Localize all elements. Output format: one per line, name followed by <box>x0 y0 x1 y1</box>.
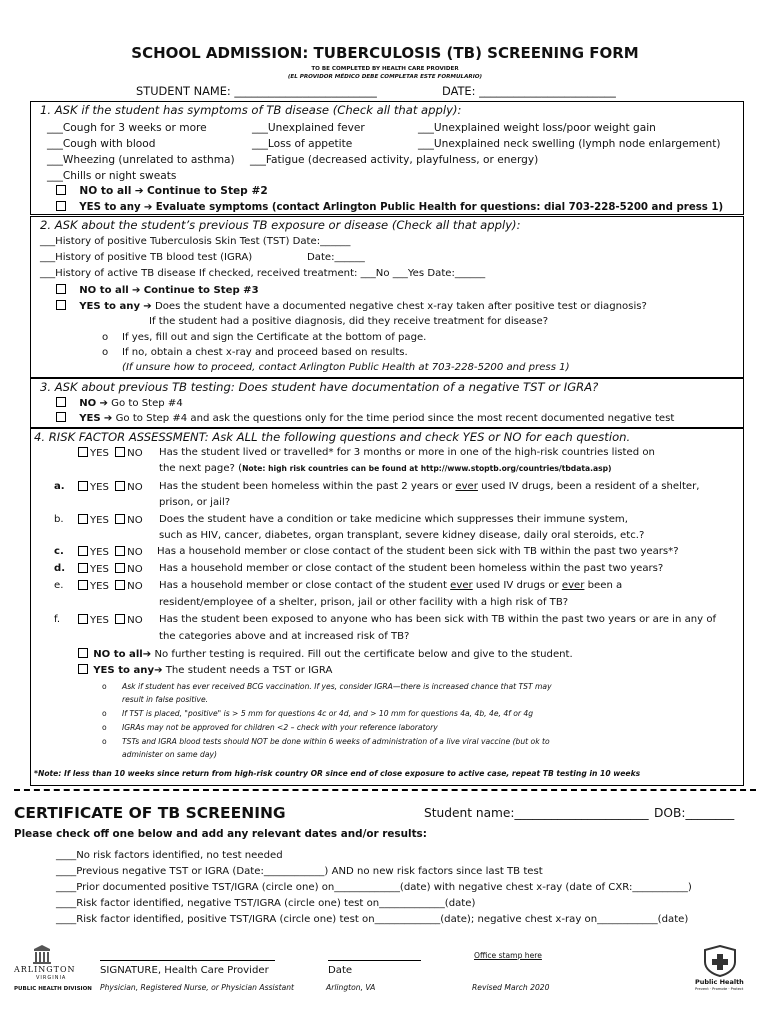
qf-yes-checkbox[interactable] <box>78 614 88 624</box>
arrow-icon: ➔ <box>132 285 141 296</box>
date-field[interactable]: DATE: ________________________ <box>442 84 616 98</box>
qa-text-1b: used IV drugs, been a resident of a shelter, <box>477 481 700 492</box>
logo-arlington: ARLINGTON <box>14 965 76 974</box>
qa-text-2: prison, or jail? <box>159 497 231 508</box>
public-health-tagline: Prevent · Promote · Protect <box>695 987 744 991</box>
shield-icon <box>702 945 738 977</box>
qf-no-checkbox[interactable] <box>115 614 125 624</box>
s2-if-no: If no, obtain a chest x-ray and proceed based on results. <box>122 347 408 358</box>
yes-label: YES <box>90 448 109 459</box>
note-igra-children: IGRAs may not be approved for children <2 – check with your reference laboratory <box>122 723 438 732</box>
no-label: NO <box>127 515 143 526</box>
qd-no-checkbox[interactable] <box>115 563 125 573</box>
s3-no-row <box>56 397 183 409</box>
section-2-header: 2. ASK about the student’s previous TB exposure or disease (Check all that apply): <box>40 218 521 232</box>
certificate-title: CERTIFICATE OF TB SCREENING <box>14 804 286 822</box>
s2-no-label: NO to all <box>79 285 129 296</box>
yes-label: YES <box>90 615 109 626</box>
qb-yes-no <box>78 514 143 526</box>
form-title: SCHOOL ADMISSION: TUBERCULOSIS (TB) SCREENING FORM <box>131 44 639 62</box>
symptom-cough-blood[interactable]: ___Cough with blood <box>47 138 156 150</box>
qd-yes-no <box>78 563 143 575</box>
form-subtitle: TO BE COMPLETED BY HEALTH CARE PROVIDER <box>311 66 459 72</box>
s4-no-label: NO to all <box>93 649 143 660</box>
qc-no-checkbox[interactable] <box>115 546 125 556</box>
arrow-icon: ➔ <box>143 202 153 213</box>
qc-text: Has a household member or close contact of the student been sick with TB within the past two years*? <box>157 546 679 557</box>
s3-yes-row <box>56 412 674 424</box>
qb-no-checkbox[interactable] <box>115 514 125 524</box>
qa-yes-no <box>78 481 143 493</box>
q0-yes-no <box>78 447 143 459</box>
qa-ever: ever <box>455 481 478 492</box>
s4-yes-label: YES to any <box>93 665 155 676</box>
s2-yes-question-2: If the student had a positive diagnosis, did they receive treatment for disease? <box>149 316 549 327</box>
arrow-icon: ➔ <box>99 398 108 409</box>
qf-text: Has the student been exposed to anyone who has been sick with TB within the past two years or are in any of <box>159 614 717 625</box>
symptom-fatigue[interactable]: ___Fatigue (decreased activity, playfulness, or energy) <box>250 154 539 166</box>
arrow-icon: ➔ <box>142 649 152 660</box>
s3-yes-checkbox[interactable] <box>56 412 66 422</box>
arrow-icon: ➔ <box>143 301 152 312</box>
note-bullet-2: o <box>102 709 107 718</box>
s2-no-to-all-row <box>56 284 259 296</box>
note-bcg-2: result in false positive. <box>122 695 209 704</box>
qe-text-1a: Has a household member or close contact of the student <box>159 580 451 591</box>
s1-no-label: NO to all <box>79 185 132 197</box>
s2-yes-checkbox[interactable] <box>56 300 66 310</box>
label-c: c. <box>54 546 64 557</box>
qa-no-checkbox[interactable] <box>115 481 125 491</box>
arrow-icon: ➔ <box>103 413 113 424</box>
no-label: NO <box>127 482 143 493</box>
history-positive-tst[interactable]: ___History of positive Tuberculosis Skin Test (TST) Date:______ <box>40 236 351 247</box>
q0-note: Note: high risk countries can be found at http://www.stoptb.org/countries/tbdata.asp) <box>242 464 612 473</box>
s2-no-instruction: Continue to Step #3 <box>143 285 259 296</box>
yes-label: YES <box>90 482 109 493</box>
signature-label: SIGNATURE, Health Care Provider <box>100 965 269 976</box>
qf-yes-no <box>78 614 143 626</box>
yes-label: YES <box>90 581 109 592</box>
qe-ever-2: ever <box>561 580 585 591</box>
note-bullet-1: o <box>102 682 107 691</box>
yes-label: YES <box>90 547 109 558</box>
signature-sub: Physician, Registered Nurse, or Physician Assistant <box>100 983 295 992</box>
s3-yes-instruction: Go to Step #4 and ask the questions only for the time period since the most recent documented negative test <box>115 413 675 424</box>
note-tst-positive: If TST is placed, "positive" is > 5 mm for questions 4c or 4d, and > 10 mm for questions 4a, 4b, 4e, 4f or 4g <box>122 709 534 718</box>
s1-yes-to-any-row <box>56 201 723 213</box>
form-subtitle-spanish: (EL PROVIDOR MÉDICO DEBE COMPLETAR ESTE FORMULARIO) <box>287 74 483 80</box>
qd-text: Has a household member or close contact of the student been homeless within the past two years? <box>159 563 664 574</box>
s3-no-instruction: Go to Step #4 <box>111 398 183 409</box>
qb-yes-checkbox[interactable] <box>78 514 88 524</box>
s3-no-label: NO <box>79 398 97 409</box>
igra-date-field[interactable]: Date:______ <box>307 252 365 263</box>
arrow-icon: ➔ <box>154 665 163 676</box>
qa-text <box>159 481 699 492</box>
logo-public-health-division: PUBLIC HEALTH DIVISION <box>14 986 92 992</box>
qe-no-checkbox[interactable] <box>115 580 125 590</box>
cert-option-prior-positive[interactable]: ____Prior documented positive TST/IGRA (circle one) on_____________(date) with negative chest x-ray (date of CXR:___________) <box>56 882 692 893</box>
note-bullet-3: o <box>102 723 107 732</box>
cert-option-risk-negative[interactable]: ____Risk factor identified, negative TST/IGRA (circle one) test on_____________(date) <box>56 898 476 909</box>
location-label: Arlington, VA <box>326 983 376 992</box>
s4-yes-checkbox[interactable] <box>78 664 88 674</box>
label-d: d. <box>54 563 66 574</box>
public-health-logo <box>702 945 738 981</box>
q0-yes-checkbox[interactable] <box>78 447 88 457</box>
section-3-header: 3. ASK about previous TB testing: Does student have documentation of a negative TST or IGRA? <box>40 380 599 394</box>
cert-option-risk-positive[interactable]: ____Risk factor identified, positive TST/IGRA (circle one) test on_____________(date); negative chest x-ray on____________(date) <box>56 914 689 925</box>
label-e: e. <box>54 580 64 591</box>
cert-option-prev-negative[interactable]: ____Previous negative TST or IGRA (Date:____________) AND no new risk factors since last TB test <box>56 866 543 877</box>
qe-yes-checkbox[interactable] <box>78 580 88 590</box>
symptom-chills[interactable]: ___Chills or night sweats <box>47 170 177 182</box>
office-stamp-label: Office stamp here <box>474 951 542 960</box>
qe-text-2: resident/employee of a shelter, prison, jail or other facility with a high risk of TB? <box>159 597 569 608</box>
label-a: a. <box>54 481 65 492</box>
qa-text-1: Has the student been homeless within the past 2 years or <box>159 481 456 492</box>
q0-text: Has the student lived or travelled* for 3 months or more in one of the high-risk countries listed on <box>159 447 655 458</box>
note-vaccine-2: administer on same day) <box>122 750 217 759</box>
arrow-icon: ➔ <box>134 185 144 197</box>
symptom-neck-swelling[interactable]: ___Unexplained neck swelling (lymph node enlargement) <box>418 138 721 150</box>
revised-date: Revised March 2020 <box>472 983 550 992</box>
public-health-text: Public Health <box>695 978 744 986</box>
qe-ever: ever <box>450 580 473 591</box>
date-label: Date <box>328 965 353 976</box>
s2-unsure-note: (If unsure how to proceed, contact Arlington Public Health at 703-228-5200 and press 1) <box>122 362 570 373</box>
symptom-appetite[interactable]: ___Loss of appetite <box>252 138 353 150</box>
s4-no-to-all-row <box>78 648 573 660</box>
symptom-weight-loss[interactable]: ___Unexplained weight loss/poor weight gain <box>418 122 656 134</box>
q0-text-2a: the next page? ( <box>159 463 243 474</box>
qa-yes-checkbox[interactable] <box>78 481 88 491</box>
building-icon <box>30 945 54 965</box>
q0-text-2 <box>159 463 612 474</box>
note-vaccine: TSTs and IGRA blood tests should NOT be done within 6 weeks of administration of a live viral vaccine (but ok to <box>122 737 550 746</box>
yes-label: YES <box>90 564 109 575</box>
logo-virginia: VIRGINIA <box>36 975 67 981</box>
qc-yes-no <box>78 546 143 558</box>
qf-text-2: the categories above and at increased risk of TB? <box>159 631 410 642</box>
s4-no-checkbox[interactable] <box>78 648 88 658</box>
s1-no-to-all-row <box>56 185 268 197</box>
s4-no-instruction: No further testing is required. Fill out the certificate below and give to the student. <box>151 649 573 660</box>
s1-yes-label: YES to any <box>79 202 141 213</box>
no-label: NO <box>127 547 143 558</box>
s3-yes-label: YES <box>79 413 101 424</box>
s1-no-instruction: Continue to Step #2 <box>147 185 268 197</box>
no-label: NO <box>127 581 143 592</box>
qe-text-1b: used IV drugs or <box>472 580 562 591</box>
qb-text: Does the student have a condition or take medicine which suppresses their immune system, <box>159 514 628 525</box>
yes-label: YES <box>90 515 109 526</box>
footnote: *Note: If less than 10 weeks since return from high-risk country OR since end of close exposure to active case, repeat TB testing in 10 weeks <box>34 769 641 778</box>
qe-yes-no <box>78 580 143 592</box>
cut-line <box>14 789 756 791</box>
qc-yes-checkbox[interactable] <box>78 546 88 556</box>
s4-yes-instruction: The student needs a TST or IGRA <box>162 665 333 676</box>
s1-yes-instruction: Evaluate symptoms (contact Arlington Public Health for questions: dial 703-228-5200 and press 1) <box>155 202 724 213</box>
s4-yes-to-any-row <box>78 664 332 676</box>
s2-bullet-2: o <box>102 347 109 358</box>
label-f: f. <box>54 614 61 625</box>
q0-no-checkbox[interactable] <box>115 447 125 457</box>
history-active-tb[interactable]: ___History of active TB disease If checked, received treatment: ___No ___Yes Date:______ <box>40 268 486 279</box>
symptom-cough-3-weeks[interactable]: ___Cough for 3 weeks or more <box>47 122 207 134</box>
s3-no-checkbox[interactable] <box>56 397 66 407</box>
student-name-field[interactable]: STUDENT NAME: _________________________ <box>136 84 377 98</box>
cert-instructions: Please check off one below and add any relevant dates and/or results: <box>14 828 427 840</box>
s2-if-yes: If yes, fill out and sign the Certificate at the bottom of page. <box>122 332 427 343</box>
note-bullet-4: o <box>102 737 107 746</box>
symptom-fever[interactable]: ___Unexplained fever <box>252 122 365 134</box>
s1-no-checkbox[interactable] <box>56 185 66 195</box>
signature-line[interactable] <box>100 960 275 961</box>
cert-dob-field[interactable]: DOB:________ <box>654 806 735 820</box>
qe-text-1c: been a <box>584 580 623 591</box>
qb-text-2: such as HIV, cancer, diabetes, organ transplant, severe kidney disease, daily oral steroids, etc.? <box>159 530 645 541</box>
section-1-header: 1. ASK if the student has symptoms of TB disease (Check all that apply): <box>40 103 462 117</box>
s2-yes-to-any-row <box>56 300 647 312</box>
s2-no-checkbox[interactable] <box>56 284 66 294</box>
s2-bullet-1: o <box>102 332 109 343</box>
qe-text <box>159 580 622 591</box>
cert-student-name-field[interactable]: Student name:______________________ <box>424 806 649 820</box>
date-line[interactable] <box>328 960 421 961</box>
note-bcg: Ask if student has ever received BCG vaccination. If yes, consider IGRA—there is increased chance that TST may <box>122 682 552 691</box>
qd-yes-checkbox[interactable] <box>78 563 88 573</box>
s2-yes-label: YES to any <box>79 301 141 312</box>
s1-yes-checkbox[interactable] <box>56 201 66 211</box>
no-label: NO <box>127 448 143 459</box>
history-positive-igra[interactable]: ___History of positive TB blood test (IGRA) <box>40 252 253 263</box>
no-label: NO <box>127 615 143 626</box>
section-4-header: 4. RISK FACTOR ASSESSMENT: Ask ALL the following questions and check YES or NO for each question. <box>34 430 631 444</box>
label-b: b. <box>54 514 64 525</box>
no-label: NO <box>127 564 143 575</box>
s2-yes-question: Does the student have a documented negative chest x-ray taken after positive test or diagnosis? <box>154 301 647 312</box>
symptom-wheezing[interactable]: ___Wheezing (unrelated to asthma) <box>47 154 235 166</box>
cert-option-no-risk[interactable]: ____No risk factors identified, no test needed <box>56 850 283 861</box>
